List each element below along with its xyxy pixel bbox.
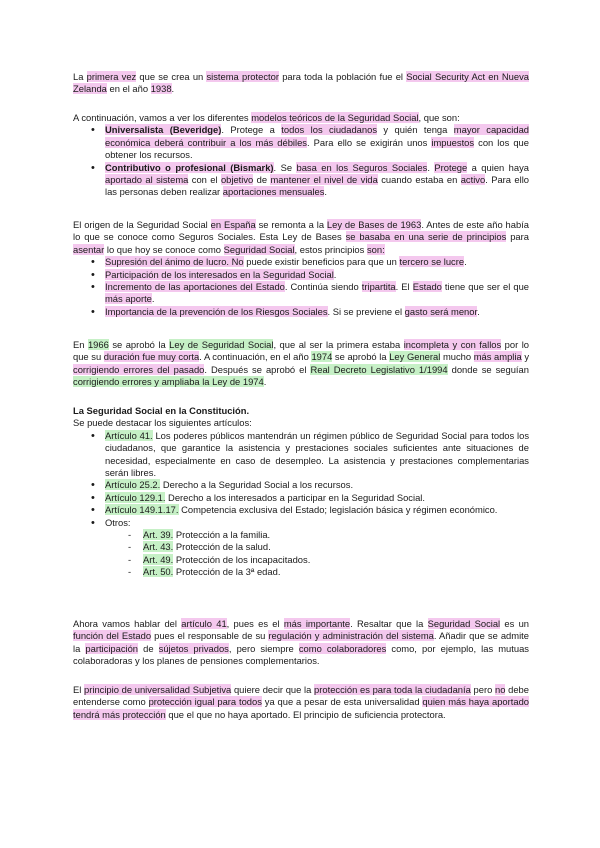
highlight: todos los ciudadanos: [281, 124, 378, 136]
paragraph-universality: [73, 684, 529, 721]
text: , que al ser la primera estaba: [273, 339, 404, 350]
highlight: como colaboradores: [298, 642, 387, 654]
term: Universalista (Beveridge): [105, 124, 222, 136]
section-intro: Se puede destacar los siguientes artículos:: [73, 417, 252, 429]
paragraph-origin: [73, 71, 529, 96]
text: .: [324, 186, 328, 198]
paragraph-article-41: [73, 618, 529, 668]
article-ref: Art. 43.: [143, 541, 174, 553]
article-ref: Artículo 149.1.17.: [105, 504, 179, 516]
highlight: incompleta y con fallos: [403, 339, 502, 350]
paragraph-history: [73, 339, 529, 389]
article-ref: Art. 50.: [143, 566, 174, 578]
highlight: Estado: [412, 281, 442, 293]
section-constitution: [73, 405, 529, 579]
text: para: [506, 231, 529, 243]
highlight: no: [495, 684, 506, 695]
list-item: [73, 281, 529, 306]
text: . Para ello las personas deben realizar: [105, 174, 529, 198]
text: En: [73, 339, 88, 350]
list-item: [73, 504, 529, 516]
articles-list: [73, 430, 529, 579]
paragraph-text: [73, 339, 529, 389]
paragraph-text: [73, 618, 529, 668]
highlight-green: Ley General: [389, 351, 441, 363]
article-ref: Artículo 129.1.: [105, 491, 166, 503]
article-text: Protección a la familia.: [173, 529, 271, 541]
highlight: regulación y administración del sistema: [268, 630, 434, 642]
text: con el: [188, 174, 221, 186]
text: cuando estaba en: [377, 174, 461, 186]
highlight: gasto será menor: [404, 305, 478, 317]
text: quiere decir que la: [231, 684, 315, 695]
text: . Resaltar que la: [350, 618, 428, 629]
principles-list: [73, 256, 529, 318]
text: pero: [470, 684, 495, 695]
highlight: Incremento de las aportaciones del Estado: [105, 281, 285, 293]
text: El: [73, 684, 85, 695]
article-text: Los poderes públicos mantendrán un régimen público de Seguridad Social para todos los ciudadanos, que garantice la asistencia y prestaciones sociales suficientes ante situaciones de necesidad, especialmente en caso de desempleo. La asistencia y prestaciones complementarias serán libres.: [105, 429, 530, 479]
text: . El: [395, 281, 413, 293]
list-item: [73, 124, 529, 161]
highlight: sújetos privados: [158, 642, 229, 654]
highlight: duración fue muy corta: [103, 351, 200, 363]
highlight: Protege: [434, 161, 468, 173]
term: Contributivo o profesional (Bismark): [105, 161, 274, 173]
highlight: función del Estado: [73, 630, 152, 642]
text: en el año: [106, 83, 151, 95]
text: para toda la población fue el: [278, 71, 407, 82]
text: se remonta a la: [255, 219, 327, 230]
text: .: [151, 293, 155, 305]
models-list: [73, 124, 529, 198]
highlight-green: corrigiendo errores y ampliaba la Ley de 1974: [73, 376, 264, 388]
highlight-green: 1974: [311, 351, 333, 363]
text: se aprobó la: [332, 351, 390, 363]
highlight: Social Security Act en Nueva Zelanda: [73, 71, 529, 95]
text: . Protege a: [221, 124, 282, 136]
text: .: [427, 161, 435, 173]
text: . Después se aprobó el: [204, 363, 311, 375]
highlight: Supresión del ánimo de lucro. No: [105, 256, 244, 268]
text: La: [73, 71, 87, 82]
text: , pero siempre: [228, 642, 299, 654]
article-ref: Artículo 25.2.: [105, 479, 161, 491]
highlight: Ley de Bases de 1963: [326, 219, 422, 230]
highlight-green: 1966: [87, 339, 109, 350]
text: .: [263, 376, 267, 388]
highlight: 1938: [150, 83, 172, 95]
text: , estos principios: [294, 243, 367, 255]
highlight: aportaciones mensuales: [222, 186, 325, 198]
list-item-otros: [73, 517, 529, 579]
highlight: tripartita: [361, 281, 396, 293]
article-ref: Art. 49.: [143, 553, 174, 565]
highlight: aportado al sistema: [105, 174, 189, 186]
text: . Continúa siendo: [284, 281, 362, 293]
article-text: Derecho a los interesados a participar en la Seguridad Social.: [165, 491, 425, 503]
highlight-green: Ley de Seguridad Social: [169, 339, 274, 350]
highlight: protección es para toda la ciudadanía: [314, 684, 471, 695]
highlight: más aporte: [105, 293, 152, 305]
text: . A continuación, en el año: [199, 351, 312, 363]
text: pues el responsable de su: [151, 630, 269, 642]
highlight: quien más haya aportado tendrá más protección: [73, 696, 529, 720]
text: , pues es el: [226, 618, 284, 629]
highlight: Importancia de la prevención de los Riesgos Sociales: [105, 305, 328, 317]
list-item: [73, 566, 529, 578]
highlight: modelos teóricos de la Seguridad Social: [251, 112, 419, 123]
text: de: [253, 174, 271, 186]
paragraph-spain-origin: [73, 219, 529, 318]
text: por lo que su: [73, 339, 530, 363]
text: donde se seguían: [447, 363, 529, 375]
text: tiene que ser el que: [441, 281, 530, 293]
text: A continuación, vamos a ver los diferentes: [73, 112, 252, 123]
highlight: impuestos: [431, 136, 475, 148]
highlight: artículo 41: [181, 618, 227, 629]
article-text: Competencia exclusiva del Estado; legislación básica y régimen económico.: [178, 504, 498, 516]
text: de: [138, 642, 159, 654]
text: como, por ejemplo, las mutuas colaboradoras y los planes de pensiones complementarios.: [73, 642, 529, 667]
highlight: Participación de los interesados en la Seguridad Social: [105, 268, 334, 280]
text: . Añadir que se admite la: [73, 630, 529, 654]
highlight: son:: [366, 243, 385, 255]
paragraph-text: [73, 71, 529, 96]
text: que se crea un: [136, 71, 207, 82]
text: . Se: [273, 161, 297, 173]
list-item: [73, 306, 529, 318]
article-text: Derecho a la Seguridad Social a los recursos.: [160, 479, 354, 491]
text: El origen de la Seguridad Social: [73, 219, 211, 230]
highlight: se basaba en una serie de principios: [345, 231, 507, 243]
list-item: [73, 269, 529, 281]
highlight: tercero se lucre: [399, 256, 465, 268]
text: con los que obtener los recursos.: [105, 136, 529, 161]
list-item: [73, 430, 529, 480]
text: que el que no haya aportado. El principio de suficiencia protectora.: [165, 708, 446, 720]
highlight: principio de universalidad Subjetiva: [84, 684, 232, 695]
list-item: [73, 529, 529, 541]
text: .: [477, 305, 480, 317]
highlight: Seguridad Social: [223, 243, 295, 255]
highlight: basa en los Seguros Sociales: [296, 161, 428, 173]
text: . Para ello se exigirán unos: [307, 136, 432, 148]
text: mucho: [440, 351, 474, 363]
paragraph-text: [73, 684, 529, 721]
text: y: [521, 351, 530, 363]
highlight: asentar: [73, 243, 105, 255]
article-ref: Artículo 41.: [105, 429, 153, 441]
text: se aprobó la: [108, 339, 170, 350]
otros-label: Otros:: [105, 516, 131, 528]
highlight-green: Real Decreto Legislativo 1/1994: [310, 363, 448, 375]
list-item: [73, 554, 529, 566]
text: Ahora vamos hablar del: [73, 618, 182, 629]
highlight: sistema protector: [206, 71, 279, 82]
highlight: mantener el nivel de vida: [270, 174, 378, 186]
text: es un: [500, 618, 530, 629]
highlight: más importante: [283, 618, 351, 629]
list-item: [73, 256, 529, 268]
article-ref: Art. 39.: [143, 529, 174, 541]
highlight: mayor capacidad económica deberá contribuir a los más débiles: [105, 124, 530, 148]
list-item: [73, 479, 529, 491]
text: a quien haya: [467, 161, 530, 173]
paragraph-models: [73, 112, 529, 199]
highlight: primera vez: [86, 71, 137, 82]
highlight: en España: [210, 219, 256, 230]
text: .: [333, 268, 337, 280]
highlight: activo: [460, 174, 486, 186]
section-title: La Seguridad Social en la Constitución.: [73, 405, 250, 416]
highlight: Seguridad Social: [427, 618, 501, 629]
text: . Antes de este año había lo que se conoce como Seguros Sociales. Esta Ley de Bases: [73, 219, 529, 243]
paragraph-text: [73, 219, 529, 256]
list-item: [73, 162, 529, 199]
article-text: Protección de la 3ª edad.: [173, 566, 281, 578]
highlight: corrigiendo errores del pasado: [73, 363, 205, 375]
text: . Si se previene el: [327, 305, 405, 317]
text: y quién tenga: [377, 124, 454, 136]
highlight: participación: [85, 642, 139, 654]
other-articles-list: [73, 529, 529, 579]
paragraph-text: [73, 112, 529, 124]
article-text: Protección de los incapacitados.: [173, 553, 311, 565]
text: puede existir beneficios para que un: [243, 256, 400, 268]
highlight: protección igual para todos: [148, 696, 262, 708]
highlight: más amplia: [473, 351, 522, 363]
text: lo que hoy se conoce como: [104, 243, 224, 255]
list-item: [73, 492, 529, 504]
text: .: [464, 256, 467, 268]
text: .: [171, 83, 175, 95]
article-text: Protección de la salud.: [173, 541, 271, 553]
highlight: objetivo: [220, 174, 254, 186]
list-item: [73, 541, 529, 553]
text: ya que a pesar de esta universalidad: [261, 696, 423, 708]
text: debe entenderse como: [73, 684, 529, 708]
text: , que son:: [418, 112, 460, 123]
